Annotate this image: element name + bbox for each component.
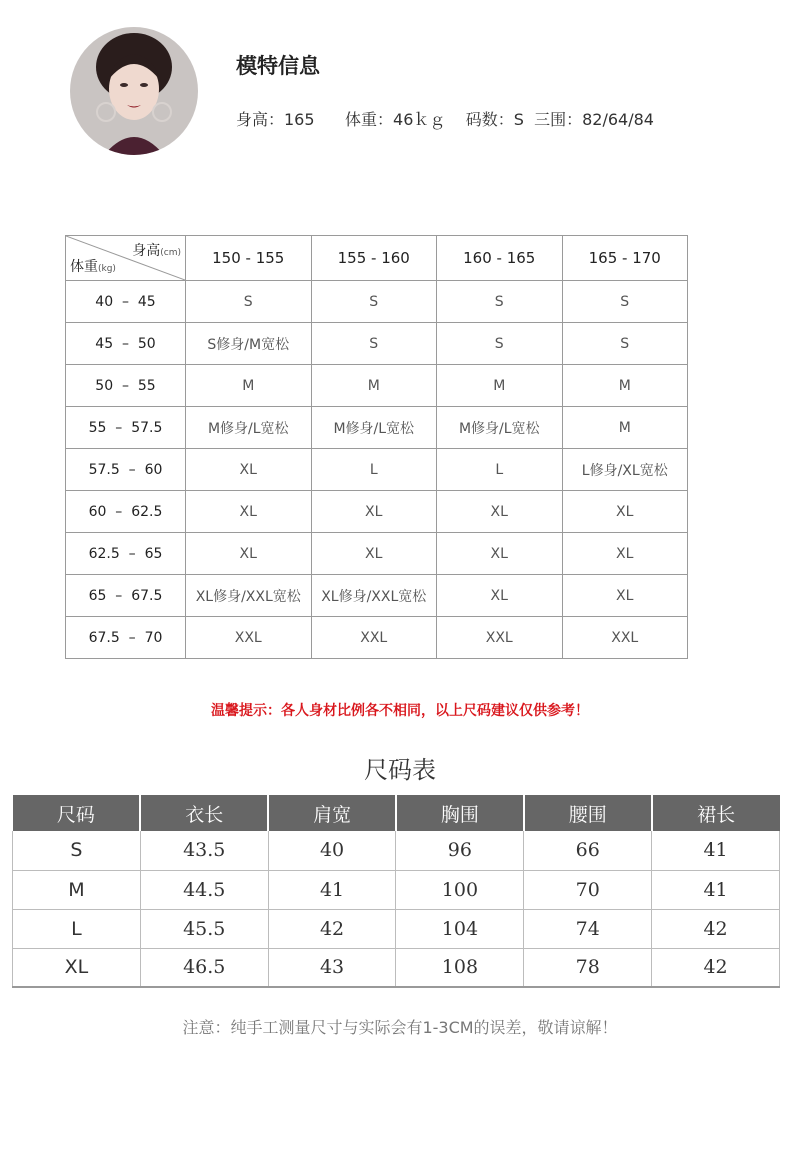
table-corner (66, 236, 186, 281)
size-cell: XXL (311, 617, 437, 659)
size-cell: XL (186, 491, 312, 533)
measurement-cell: 66 (524, 831, 652, 870)
measurement-cell: 104 (396, 909, 524, 948)
weight-range: 40 – 45 (66, 281, 186, 323)
weight-range: 67.5 – 70 (66, 617, 186, 659)
size-cell: M修身/L宽松 (311, 407, 437, 449)
size-cell: XXL (437, 617, 563, 659)
measurement-cell: 43 (268, 948, 396, 987)
height-axis-label: 身高 (132, 243, 161, 259)
height-range: 155 - 160 (311, 236, 437, 281)
model-portrait-icon (70, 27, 198, 155)
size-cell: XL (437, 575, 563, 617)
size-cell: XL (186, 449, 312, 491)
measurement-cell: 41 (652, 831, 780, 870)
table-row (66, 407, 688, 449)
weight-axis-label: 体重 (70, 259, 98, 275)
model-info-title: 模特信息 (236, 54, 320, 78)
size-cell: M (562, 365, 688, 407)
size-cell: S修身/M宽松 (186, 323, 312, 365)
size-cell: M (437, 365, 563, 407)
weight-range: 50 – 55 (66, 365, 186, 407)
height-unit: (cm) (160, 248, 181, 258)
size-cell: XL (562, 533, 688, 575)
size-cell: XL修身/XXL宽松 (311, 575, 437, 617)
size-label: XL (13, 948, 141, 987)
table-row (66, 533, 688, 575)
size-cell: S (437, 323, 563, 365)
size-label: M (13, 870, 141, 909)
table-row (13, 870, 780, 909)
model-stats: 身高：165 体重：46ｋｇ 码数：S 三围：82/64/84 (236, 110, 654, 129)
column-header: 尺码 (13, 795, 141, 831)
size-cell: XL (437, 491, 563, 533)
size-cell: XL (311, 491, 437, 533)
size-recommendation-table (65, 235, 688, 659)
size-cell: L修身/XL宽松 (562, 449, 688, 491)
size-cell: L (311, 449, 437, 491)
size-cell: S (311, 323, 437, 365)
table-row (13, 909, 780, 948)
measurement-cell: 46.5 (140, 948, 268, 987)
size-cell: M (311, 365, 437, 407)
measurement-cell: 40 (268, 831, 396, 870)
size-tip-warning: 温馨提示：各人身材比例各不相同，以上尺码建议仅供参考！ (211, 703, 589, 719)
measurement-cell: 100 (396, 870, 524, 909)
measurement-cell: 44.5 (140, 870, 268, 909)
size-cell: XXL (562, 617, 688, 659)
weight-range: 45 – 50 (66, 323, 186, 365)
size-label: S (13, 831, 141, 870)
measurement-cell: 74 (524, 909, 652, 948)
size-label: L (13, 909, 141, 948)
weight-range: 65 – 67.5 (66, 575, 186, 617)
size-cell: S (562, 281, 688, 323)
height-range: 165 - 170 (562, 236, 688, 281)
weight-range: 62.5 – 65 (66, 533, 186, 575)
size-cell: XL (311, 533, 437, 575)
weight-range: 57.5 – 60 (66, 449, 186, 491)
size-cell: XL修身/XXL宽松 (186, 575, 312, 617)
size-cell: S (437, 281, 563, 323)
size-cell: M (562, 407, 688, 449)
size-cell: XL (562, 575, 688, 617)
column-header: 肩宽 (268, 795, 396, 831)
size-chart-table (12, 795, 780, 988)
size-cell: M修身/L宽松 (437, 407, 563, 449)
table-row (66, 281, 688, 323)
measurement-cell: 41 (652, 870, 780, 909)
column-header: 腰围 (524, 795, 652, 831)
weight-unit: (kg) (98, 264, 116, 274)
table-row (66, 575, 688, 617)
height-header-row (66, 236, 688, 281)
model-avatar (70, 27, 198, 155)
measurement-cell: 70 (524, 870, 652, 909)
measurement-note: 注意：纯手工测量尺寸与实际会有1-3CM的误差，敬请谅解！ (182, 1018, 618, 1037)
measurement-cell: 42 (268, 909, 396, 948)
measurement-cell: 41 (268, 870, 396, 909)
measurement-cell: 108 (396, 948, 524, 987)
size-cell: M修身/L宽松 (186, 407, 312, 449)
size-cell: XXL (186, 617, 312, 659)
size-cell: S (562, 323, 688, 365)
size-chart-header-row (13, 795, 780, 831)
size-chart-title: 尺码表 (364, 756, 436, 784)
measurement-cell: 96 (396, 831, 524, 870)
table-row (66, 365, 688, 407)
measurement-cell: 78 (524, 948, 652, 987)
column-header: 衣长 (140, 795, 268, 831)
size-cell: XL (562, 491, 688, 533)
weight-range: 60 – 62.5 (66, 491, 186, 533)
table-row (66, 617, 688, 659)
table-row (66, 323, 688, 365)
table-row (66, 491, 688, 533)
size-cell: XL (437, 533, 563, 575)
table-row (13, 948, 780, 987)
size-cell: XL (186, 533, 312, 575)
size-cell: S (311, 281, 437, 323)
size-cell: M (186, 365, 312, 407)
height-range: 160 - 165 (437, 236, 563, 281)
measurement-cell: 45.5 (140, 909, 268, 948)
size-cell: S (186, 281, 312, 323)
measurement-cell: 43.5 (140, 831, 268, 870)
measurement-cell: 42 (652, 909, 780, 948)
measurement-cell: 42 (652, 948, 780, 987)
table-row (66, 449, 688, 491)
size-cell: L (437, 449, 563, 491)
column-header: 裙长 (652, 795, 780, 831)
weight-range: 55 – 57.5 (66, 407, 186, 449)
height-range: 150 - 155 (186, 236, 312, 281)
column-header: 胸围 (396, 795, 524, 831)
table-row (13, 831, 780, 870)
